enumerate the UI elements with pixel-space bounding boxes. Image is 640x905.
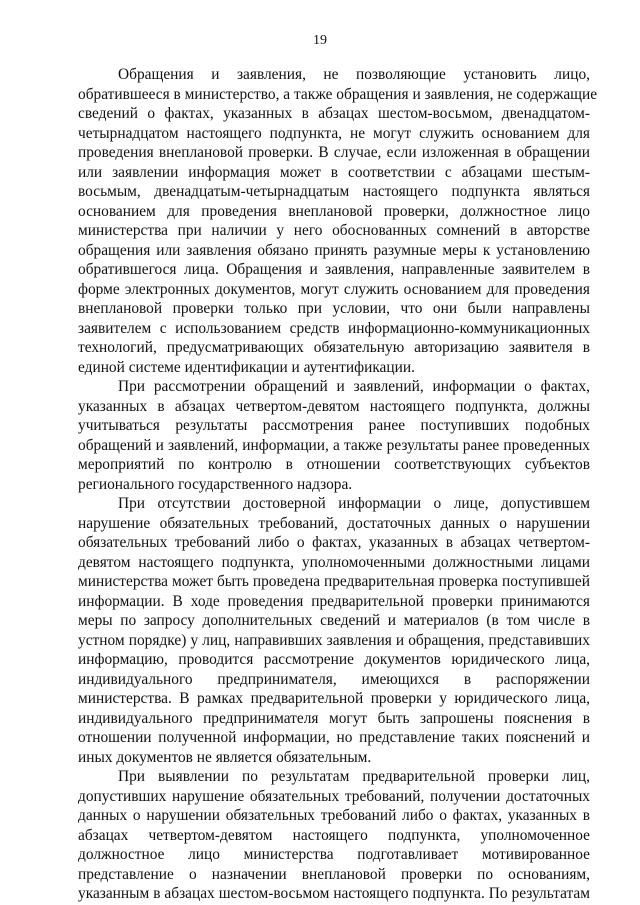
text-line: Обращения и заявления, не позволяющие установить лицо, — [118, 66, 590, 83]
text-line: данных о нарушении обязательных требований либо о фактах, указанных в — [78, 807, 590, 824]
text-line: учитываться результаты рассмотрения ранее поступивших подобных — [78, 417, 590, 434]
text-line: представление о назначении внеплановой проверки по основаниям, — [78, 865, 590, 883]
text-line: индивидуального предпринимателя, имеющихся в распоряжении — [78, 670, 590, 688]
text-line: При выявлении по результатам предварительной проверки лиц, — [118, 768, 590, 785]
text-line: меры по запросу дополнительных сведений и материалов (в том числе в — [78, 612, 590, 629]
text-line: обращения или заявления обязано принять разумные меры к установлению — [78, 241, 590, 259]
text-line: информацию, проводится рассмотрение документов юридического лица, — [78, 651, 590, 668]
text-line: При отсутствии достоверной информации о лице, допустившем — [118, 495, 590, 512]
text-line: абзацах четвертом-девятом настоящего подпункта, уполномоченное — [78, 826, 590, 844]
text-line: технологий, предусматривающих обязательную авторизацию заявителя в — [78, 339, 590, 356]
text-line: индивидуального предпринимателя могут быть запрошены пояснения в — [78, 709, 590, 727]
text-line: мероприятий по контролю в отношении соответствующих субъектов — [78, 456, 590, 473]
text-line: форме электронных документов, могут служить основанием для проведения — [78, 280, 590, 298]
paragraph — [78, 377, 590, 494]
text-line: заявителем с использованием средств информационно-коммуникационных — [78, 319, 590, 337]
text-line: единой системе идентификации и аутентификации. — [78, 358, 415, 376]
text-line: сведений о фактах, указанных в абзацах шестом-восьмом, двенадцатом- — [78, 105, 590, 122]
paragraph — [78, 767, 590, 904]
page-number: 19 — [313, 33, 327, 48]
text-line: основанием для проведения внеплановой проверки, должностное лицо — [78, 202, 590, 220]
text-line: иных документов не является обязательным. — [78, 748, 372, 766]
document-body — [78, 65, 598, 904]
text-line: проведения внеплановой проверки. В случае, если изложенная в обращении — [78, 144, 590, 161]
text-line: нарушение обязательных требований, достаточных данных о нарушении — [78, 514, 590, 532]
text-line: обращений и заявлений, информации, а также результаты ранее проведенных — [78, 436, 590, 454]
text-line: или заявлении информация может в соответствии с абзацами шестым- — [78, 163, 590, 181]
text-line: указанных в абзацах четвертом-девятом настоящего подпункта, должны — [78, 397, 590, 415]
text-line: четырнадцатом настоящего подпункта, не могут служить основанием для — [78, 124, 590, 142]
text-line: регионального государственного надзора. — [78, 475, 353, 493]
text-line: информации. В ходе проведения предварительной проверки принимаются — [78, 592, 590, 610]
text-line: внеплановой проверки только при условии, что они были направлены — [78, 300, 590, 317]
paragraph — [78, 65, 598, 377]
text-line: обратившееся в министерство, а также обращения и заявления, не содержащие — [78, 85, 598, 103]
text-line: восьмым, двенадцатым-четырнадцатым настоящего подпункта являться — [78, 183, 590, 200]
text-line: При рассмотрении обращений и заявлений, информации о фактах, — [118, 378, 590, 395]
text-line: отношении полученной информации, но представление таких пояснений и — [78, 729, 590, 746]
text-line: обязательных требований либо о фактах, указанных в абзацах четвертом- — [78, 534, 590, 551]
text-line: должностное лицо министерства подготавливает мотивированное — [78, 846, 590, 863]
text-line: девятом настоящего подпункта, уполномоченными должностными лицами — [78, 553, 590, 571]
text-line: допустивших нарушение обязательных требований, получении достаточных — [78, 787, 590, 805]
text-line: министерства при наличии у него обоснованных сомнений в авторстве — [78, 222, 590, 239]
text-line: обратившегося лица. Обращения и заявления, направленные заявителем в — [78, 261, 590, 278]
text-line: указанным в абзацах шестом-восьмом настоящего подпункта. По результатам — [78, 885, 590, 902]
text-line: министерства может быть проведена предварительная проверка поступившей — [78, 573, 590, 590]
text-line: устном порядке) у лиц, направивших заявления и обращения, представивших — [78, 631, 590, 649]
text-line: министерства. В рамках предварительной проверки у юридического лица, — [78, 690, 590, 707]
paragraph — [78, 494, 590, 767]
